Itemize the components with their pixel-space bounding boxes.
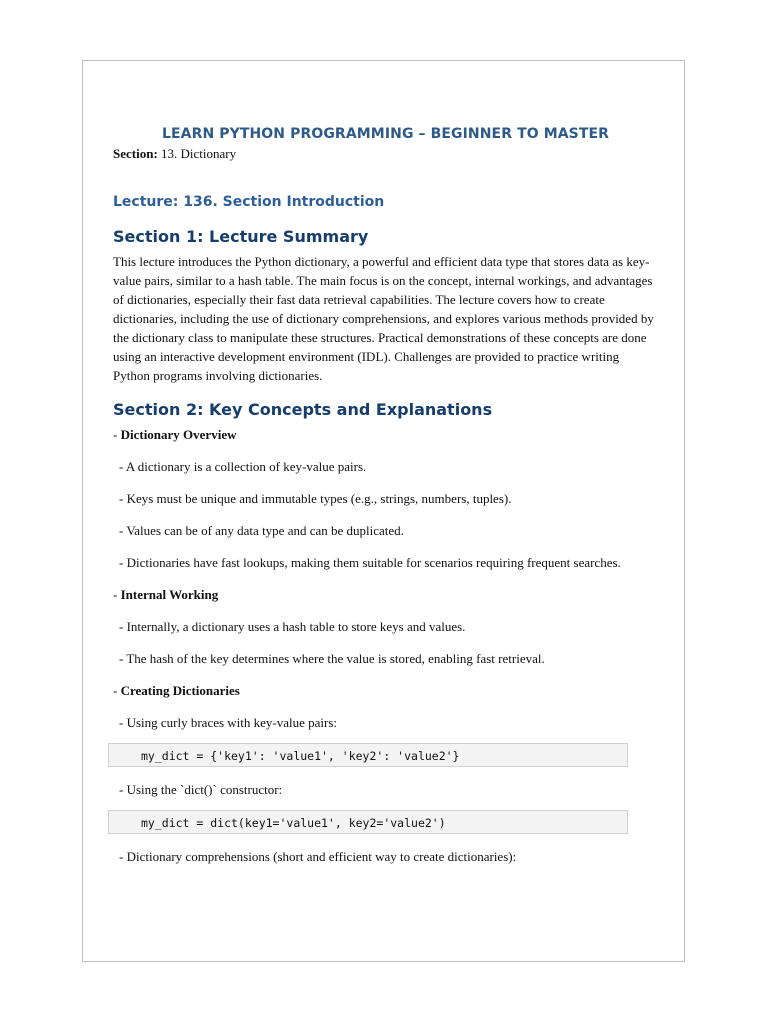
internal-dash: - — [113, 587, 121, 602]
internal-item: - Internally, a dictionary uses a hash table to store keys and values. — [119, 619, 466, 634]
internal-title: Internal Working — [120, 587, 219, 602]
creating-item: - Using curly braces with key-value pairs: — [119, 715, 338, 730]
section-value: 13. Dictionary — [157, 146, 237, 161]
lecture-heading: Lecture: 136. Section Introduction — [113, 194, 385, 210]
overview-title: Dictionary Overview — [120, 427, 237, 442]
overview-item: - Keys must be unique and immutable types (e.g., strings, numbers, tuples). — [119, 491, 512, 506]
overview-heading — [113, 425, 658, 444]
internal-heading — [113, 585, 658, 604]
section-label: Section: — [113, 146, 158, 161]
code-block: my_dict = dict(key1='value1', key2='value2') — [108, 810, 628, 834]
section-line — [113, 145, 658, 163]
creating-dash: - — [113, 683, 121, 698]
overview-dash: - — [113, 427, 121, 442]
document-content — [113, 123, 658, 879]
document-title: LEARN PYTHON PROGRAMMING – BEGINNER TO MASTER — [161, 126, 610, 142]
creating-heading — [113, 681, 658, 700]
summary-paragraph: This lecture introduces the Python dictionary, a powerful and efficient data type that stores data as key-value pairs, similar to a hash table. The main focus is on the concept, internal workings, and advantages of dictionaries, especially their fast data retrieval capabilities. The lecture covers how to create dictionaries, including the use of dictionary comprehensions, and explores various methods provided by the dictionary class to manipulate these structures. Practical demonstrations of these concepts are done using an interactive development environment (IDL). Challenges are provided to practice writing Python programs involving dictionaries. — [113, 254, 654, 383]
internal-item: - The hash of the key determines where the value is stored, enabling fast retrieval. — [119, 651, 545, 666]
creating-item: - Using the `dict()` constructor: — [119, 782, 283, 797]
code-block: my_dict = {'key1': 'value1', 'key2': 'value2'} — [108, 743, 628, 767]
overview-item: - A dictionary is a collection of key-value pairs. — [119, 459, 367, 474]
concepts-heading: Section 2: Key Concepts and Explanations — [113, 400, 493, 419]
summary-heading: Section 1: Lecture Summary — [113, 227, 369, 246]
creating-item: - Dictionary comprehensions (short and efficient way to create dictionaries): — [119, 849, 517, 864]
overview-item: - Values can be of any data type and can be duplicated. — [119, 523, 404, 538]
overview-item: - Dictionaries have fast lookups, making them suitable for scenarios requiring frequent searches. — [119, 555, 621, 570]
document-page — [82, 60, 685, 962]
creating-title: Creating Dictionaries — [120, 683, 240, 698]
